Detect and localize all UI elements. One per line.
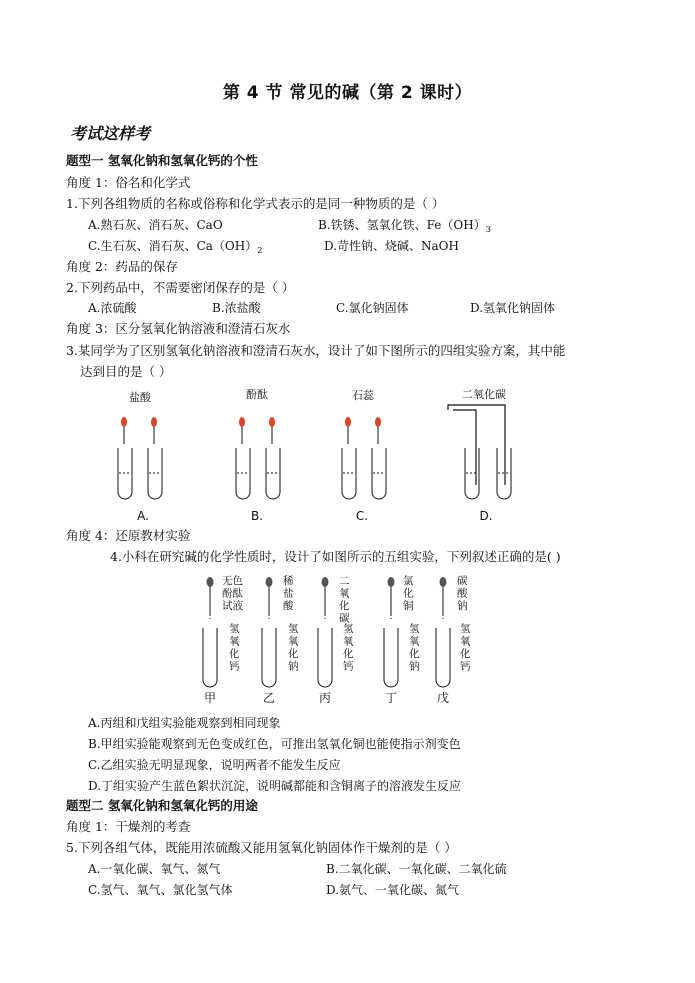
q3-option-a: A. <box>137 509 149 523</box>
q5-option-c: C.氢气、氧气、氯化氢气体 <box>88 883 233 897</box>
type1-heading: 题型一 氢氧化钠和氢氧化钙的个性 <box>66 153 258 168</box>
type2-angle-1-label: 角度 1：干燥剂的考查 <box>66 819 191 834</box>
q4-tube-ding <box>384 628 398 687</box>
q4-group-bing: 丙 <box>318 691 332 705</box>
question-5-stem: 5.下列各组气体，既能用浓硫酸又能用氢氧化钠固体作干燥剂的是（ ） <box>66 840 457 855</box>
q4-contents-ding: 氢氧化钠 <box>409 623 420 673</box>
q1-option-c <box>88 237 262 260</box>
q2-option-b: B.浓盐酸 <box>212 301 261 315</box>
q1-option-d: D.苛性钠、烧碱、NaOH <box>324 239 459 253</box>
type2-heading: 题型二 氢氧化钠和氢氧化钙的用途 <box>66 798 258 813</box>
angle-1-label: 角度 1：俗名和化学式 <box>66 175 191 190</box>
q5-option-b: B.二氧化碳、一氧化碳、二氧化硫 <box>326 862 507 876</box>
q2-option-a: A.浓硫酸 <box>88 301 137 315</box>
question-2-stem: 2.下列药品中，不需要密闭保存的是（ ） <box>66 280 295 295</box>
q3-group-c-tubes <box>342 425 386 499</box>
q4-experiment-figure <box>0 568 695 710</box>
angle-2-label: 角度 2：药品的保存 <box>66 259 178 274</box>
q4-tube-bing <box>318 628 332 687</box>
q3-group-b-tubes <box>236 425 280 499</box>
question-4-stem: 4.小科在研究碱的化学性质时，设计了如图所示的五组实验，下列叙述正确的是( ) <box>110 549 561 564</box>
q5-option-d: D.氨气、一氧化碳、氮气 <box>326 883 460 897</box>
q1-option-c-subscript: 2 <box>257 246 263 255</box>
page-title: 第 4 节 常见的碱（第 2 课时） <box>222 83 473 103</box>
q4-reagent-yi: 稀盐酸 <box>283 575 294 612</box>
angle-4-label: 角度 4：还原教材实验 <box>66 528 191 543</box>
q4-contents-jia: 氢氧化钙 <box>229 623 240 673</box>
q4-contents-yi: 氢氧化钠 <box>288 623 299 673</box>
q4-tube-yi <box>262 628 276 687</box>
q2-option-d: D.氢氧化钠固体 <box>470 301 556 315</box>
q1-option-b <box>318 216 491 239</box>
q1-option-b-text: B.铁锈、氢氧化铁、Fe（OH） <box>318 218 486 232</box>
q4-option-c: C.乙组实验无明显现象，说明两者不能发生反应 <box>88 758 341 772</box>
q4-group-yi: 乙 <box>262 691 276 705</box>
q4-reagent-bing: 二氧化碳 <box>339 575 350 625</box>
section-heading: 考试这样考 <box>70 124 151 143</box>
q3-option-c: C. <box>355 509 369 523</box>
q4-tube-jia <box>203 628 217 687</box>
q4-reagent-ding: 氯化铜 <box>403 575 414 612</box>
angle-3-label: 角度 3：区分氢氧化钠溶液和澄清石灰水 <box>66 321 291 336</box>
q3-label-b: 酚酞 <box>246 388 268 401</box>
q4-tube-wu <box>436 628 450 687</box>
q4-reagent-jia: 无色酚酞试液 <box>222 575 243 612</box>
q4-option-d: D.丁组实验产生蓝色絮状沉淀，说明碱都能和含铜离子的溶液发生反应 <box>88 779 462 793</box>
q3-label-c: 石蕊 <box>352 389 374 402</box>
q3-label-d: 二氧化碳 <box>462 388 506 401</box>
q1-option-a: A.熟石灰、消石灰、CaO <box>88 218 223 232</box>
q3-option-d: D. <box>479 509 493 523</box>
q4-reagent-wu: 碳酸钠 <box>457 575 468 612</box>
question-3-stem-line2: 达到目的是（ ） <box>80 364 172 379</box>
q2-option-c: C.氯化钠固体 <box>336 301 409 315</box>
question-1-stem: 1.下列各组物质的名称或俗称和化学式表示的是同一种物质的是（ ） <box>66 196 445 211</box>
q4-option-b: B.甲组实验能观察到无色变成红色，可推出氢氧化铜也能使指示剂变色 <box>88 737 461 751</box>
q4-group-jia: 甲 <box>203 691 217 705</box>
q4-contents-bing: 氢氧化钙 <box>343 623 354 673</box>
q1-option-b-subscript: 3 <box>485 225 491 234</box>
q3-group-d-tubes <box>448 405 511 499</box>
q5-option-a: A.一氧化碳、氧气、氮气 <box>88 862 221 876</box>
question-3-stem-line1: 3.某同学为了区别氢氧化钠溶液和澄清石灰水，设计了如下图所示的四组实验方案，其中能 <box>66 343 566 358</box>
q3-group-a-tubes <box>118 425 162 499</box>
q4-contents-wu: 氢氧化钙 <box>460 623 471 673</box>
q3-option-b: B. <box>250 509 264 523</box>
q4-option-a: A.丙组和戊组实验能观察到相同现象 <box>88 716 281 730</box>
q3-label-a: 盐酸 <box>129 391 151 404</box>
q4-group-wu: 戊 <box>436 691 450 705</box>
q1-option-c-text: C.生石灰、消石灰、Ca（OH） <box>88 239 258 253</box>
q4-group-ding: 丁 <box>384 691 398 705</box>
q3-experiment-figure <box>0 380 695 530</box>
